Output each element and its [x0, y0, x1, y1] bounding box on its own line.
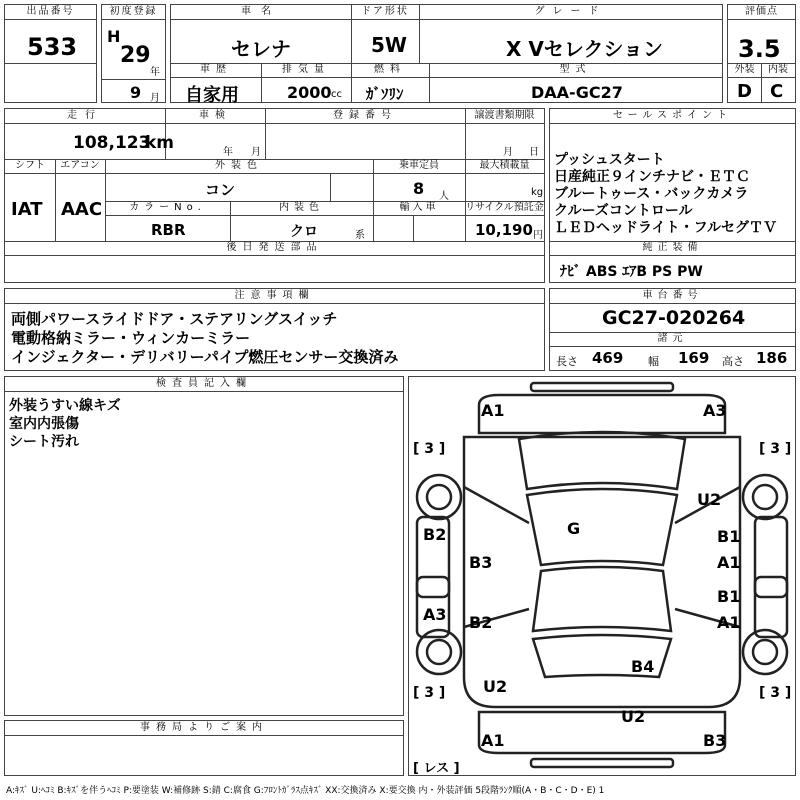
inspector-line-2: 室内内張傷	[9, 416, 79, 432]
lot-no-box	[4, 4, 97, 103]
sales-line-3: ブルートゥース・バックカメラ	[554, 186, 749, 202]
exterior-grade: D	[737, 81, 752, 102]
transfer-day-unit: 日	[529, 147, 539, 158]
lot-no-label: 出品番号	[5, 5, 96, 20]
shift-label: シフト	[5, 159, 55, 174]
damage-mark: U2	[483, 677, 508, 696]
damage-mark: A3	[703, 401, 727, 420]
import-label: 輸入車	[373, 201, 465, 216]
office-label: 事務局よりご案内	[5, 721, 403, 736]
cc-unit: cc	[331, 89, 342, 100]
notes-line-2: 電動格納ミラー・ウィンカーミラー	[11, 329, 251, 347]
office-box	[4, 720, 404, 776]
inspector-line-3: シート汚れ	[9, 434, 79, 450]
notes-label: 注意事項欄	[5, 289, 544, 304]
int-color-suffix: 系	[355, 230, 365, 241]
notes-line-3: インジェクター・デリバリーパイプ燃圧センサー交換済み	[11, 348, 399, 366]
inspection-year-unit: 年	[223, 147, 233, 158]
recycle-label: リサイクル預託金	[465, 201, 544, 216]
transfer-month-unit: 月	[503, 147, 513, 158]
shift: IAT	[11, 199, 43, 220]
damage-mark: A1	[717, 613, 741, 632]
inspector-box	[4, 376, 404, 716]
later-parts-label: 後日発送部品	[5, 241, 544, 256]
damage-mark: G	[567, 519, 581, 538]
damage-mark: B3	[469, 553, 493, 572]
equipment-label: 純正装備	[550, 241, 795, 256]
month-unit: 月	[150, 93, 160, 104]
first-reg-label: 初度登録	[102, 5, 165, 20]
int-color: クロ	[290, 224, 318, 240]
tire-tread-rr: [ 3 ]	[759, 685, 792, 701]
chassis-label: 車台番号	[550, 289, 795, 304]
tire-tread-fr: [ 3 ]	[759, 441, 792, 457]
damage-mark: A1	[481, 731, 505, 750]
car-name: セレナ	[231, 37, 291, 61]
sales-points-box	[549, 108, 796, 283]
lot-no: 533	[27, 33, 78, 61]
model: DAA-GC27	[531, 83, 623, 102]
reg-no-label: 登録番号	[265, 109, 465, 124]
damage-mark: U2	[621, 707, 646, 726]
fuel: ｶﾞｿﾘﾝ	[366, 85, 404, 103]
yen-unit: 円	[533, 230, 543, 241]
transfer-label: 譲渡書類期限	[465, 109, 544, 124]
tire-tread-rl: [ 3 ]	[413, 685, 446, 701]
model-label: 型式	[429, 63, 722, 78]
inspector-line-1: 外装うすい線キズ	[9, 398, 121, 414]
notes-box	[4, 288, 545, 371]
capacity: 8	[413, 179, 425, 198]
displacement-label: 排気量	[261, 63, 351, 78]
sales-line-2: 日産純正９インチナビ・ＥＴＣ	[554, 169, 750, 185]
inspection-label: 車検	[165, 109, 265, 124]
door-type: 5W	[371, 33, 407, 57]
year-unit: 年	[150, 67, 160, 78]
displacement: 2000	[287, 83, 332, 102]
sales-line-5: ＬＥＤヘッドライト・フルセグＴＶ	[554, 220, 778, 236]
person-unit: 人	[439, 191, 449, 202]
sales-points-label: セールスポイント	[550, 109, 795, 124]
main-info-box	[170, 4, 723, 106]
history-label: 車歴	[171, 63, 261, 78]
damage-mark: B2	[469, 613, 493, 632]
damage-diagram	[408, 376, 796, 776]
damage-mark: A1	[481, 401, 505, 420]
era: H	[107, 27, 121, 46]
chassis-no: GC27-020264	[602, 307, 746, 329]
capacity-label: 乗車定員	[373, 159, 465, 174]
legend: A:ｷｽﾞ U:ﾍｺﾐ B:ｷｽﾞを伴うﾍｺﾐ P:要塗装 W:補修跡 S:錆 C:腐食 G:ﾌﾛﾝﾄｶﾞﾗｽ点ｷｽﾞ XX:交換済み X:要交換 内・外装評価 5段階ﾗﾝｸ順(A・B・C・D・E) 1	[6, 786, 605, 796]
int-color-label: 内装色	[230, 201, 373, 216]
mileage: 108,123	[73, 133, 151, 153]
color-label: 外装色	[105, 159, 373, 174]
km-unit: km	[145, 133, 175, 153]
score-box	[727, 4, 796, 103]
height: 186	[756, 349, 788, 367]
grade: X Vセレクション	[506, 37, 664, 61]
damage-mark: B1	[717, 587, 741, 606]
vehicle-details-table	[4, 108, 545, 283]
exterior-color: コン	[205, 181, 236, 199]
max-load-label: 最大積載量	[465, 159, 544, 174]
interior-grade: C	[770, 81, 784, 102]
equipment-items: ﾅﾋﾞ ABS ｴｱB PS PW	[560, 264, 703, 280]
inspection-month-unit: 月	[251, 147, 261, 158]
car-name-label: 車名	[171, 5, 351, 20]
recycle-fee: 10,190	[475, 221, 533, 239]
ac-label: エアコン	[55, 159, 105, 174]
tire-tread-fl: [ 3 ]	[413, 441, 446, 457]
damage-mark: B4	[631, 657, 655, 676]
color-no: RBR	[151, 221, 186, 239]
sales-line-1: プッシュスタート	[554, 152, 665, 168]
interior-label: 内装	[761, 63, 795, 78]
exterior-label: 外装	[728, 63, 761, 78]
score-label: 評価点	[728, 5, 795, 20]
mileage-label: 走行	[5, 109, 165, 124]
history: 自家用	[185, 85, 239, 106]
length-label: 長さ	[556, 355, 578, 368]
fuel-label: 燃料	[351, 63, 429, 78]
damage-mark: A1	[717, 553, 741, 572]
kg-unit: kg	[531, 187, 544, 198]
reg-month: 9	[130, 83, 142, 102]
damage-mark: A3	[423, 605, 447, 624]
chassis-box	[549, 288, 796, 371]
inspector-label: 検査員記入欄	[5, 377, 403, 392]
car-outline	[409, 377, 795, 775]
height-label: 高さ	[722, 355, 744, 368]
damage-mark: U2	[697, 490, 722, 509]
spare-tire: [ レス ]	[413, 761, 460, 776]
damage-mark: B3	[703, 731, 727, 750]
damage-mark: B1	[717, 527, 741, 546]
sales-line-4: クルーズコントロール	[554, 203, 693, 219]
reg-year: 29	[120, 43, 151, 68]
first-reg-box	[101, 4, 166, 103]
color-no-label: カラーNo.	[105, 201, 230, 216]
notes-line-1: 両側パワースライドドア・ステアリングスイッチ	[11, 310, 338, 328]
grade-label: グレード	[419, 5, 722, 20]
width-label: 幅	[648, 355, 659, 368]
length: 469	[592, 349, 624, 367]
door-label: ドア形状	[351, 5, 419, 20]
ac: AAC	[61, 199, 103, 220]
score: 3.5	[738, 35, 781, 63]
dims-label: 諸元	[550, 332, 795, 347]
damage-mark: B2	[423, 525, 447, 544]
width: 169	[678, 349, 710, 367]
